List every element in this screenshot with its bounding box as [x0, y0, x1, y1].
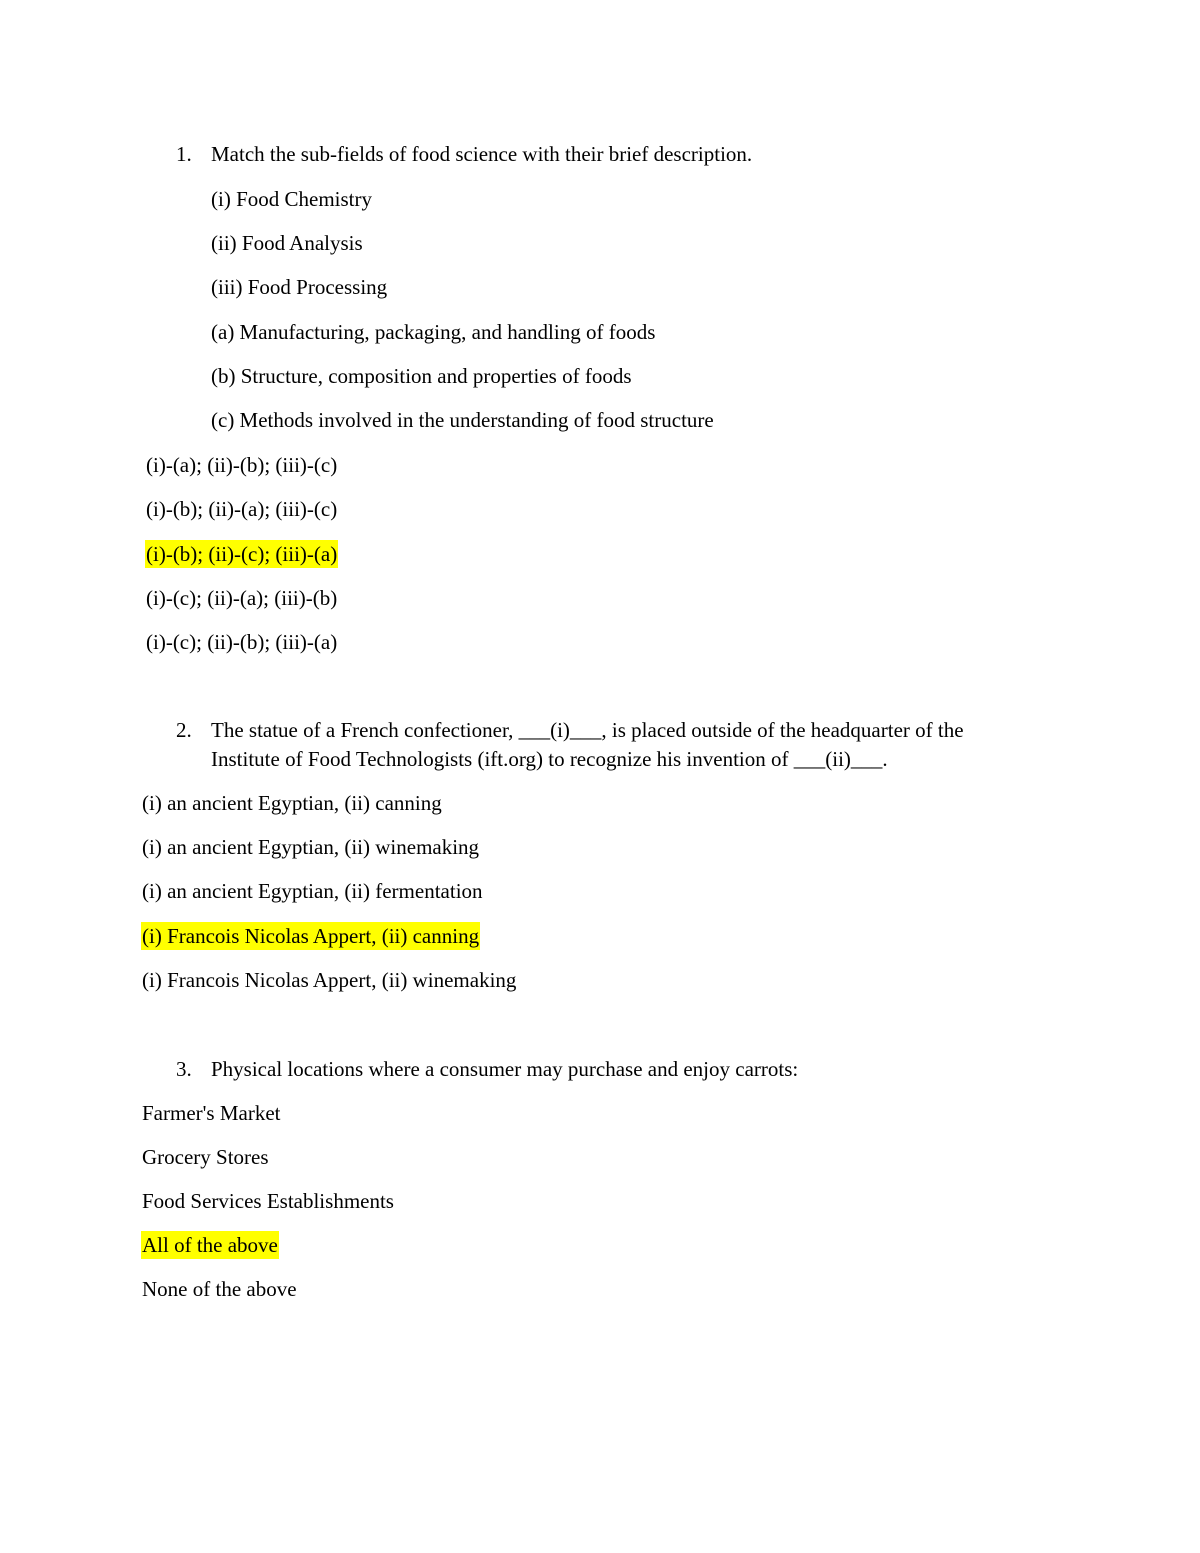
answer-option-highlighted: (i)-(b); (ii)-(c); (iii)-(a) — [146, 542, 338, 566]
match-item: (iii) Food Processing — [211, 275, 388, 299]
question-stem: Institute of Food Technologists (ift.org) to recognize his invention of ___(ii)___. — [211, 747, 888, 771]
question-number: 1. — [176, 142, 192, 166]
answer-option: (i)-(b); (ii)-(a); (iii)-(c) — [146, 497, 338, 521]
answer-option-highlighted: (i) Francois Nicolas Appert, (ii) canning — [142, 924, 480, 948]
answer-option: Food Services Establishments — [142, 1189, 394, 1213]
answer-option: (i) an ancient Egyptian, (ii) winemaking — [142, 835, 480, 859]
question-stem: Physical locations where a consumer may purchase and enjoy carrots: — [211, 1057, 799, 1081]
answer-option: (i)-(c); (ii)-(b); (iii)-(a) — [146, 630, 338, 654]
match-item: (i) Food Chemistry — [211, 187, 372, 211]
match-item: (a) Manufacturing, packaging, and handling of foods — [211, 320, 656, 344]
answer-option: (i) an ancient Egyptian, (ii) fermentation — [142, 879, 483, 903]
question-number: 2. — [176, 718, 192, 742]
answer-option: Farmer's Market — [142, 1101, 281, 1125]
match-item: (b) Structure, composition and properties of foods — [211, 364, 632, 388]
match-item: (c) Methods involved in the understanding of food structure — [211, 408, 714, 432]
answer-option: (i)-(c); (ii)-(a); (iii)-(b) — [146, 586, 338, 610]
question-stem: The statue of a French confectioner, ___(i)___, is placed outside of the headquarter of the — [211, 718, 964, 742]
match-item: (ii) Food Analysis — [211, 231, 363, 255]
question-stem: Match the sub-fields of food science with their brief description. — [211, 142, 753, 166]
answer-option: (i) Francois Nicolas Appert, (ii) winemaking — [142, 968, 517, 992]
answer-option: Grocery Stores — [142, 1145, 269, 1169]
answer-option: None of the above — [142, 1277, 297, 1301]
question-number: 3. — [176, 1057, 192, 1081]
answer-option: (i)-(a); (ii)-(b); (iii)-(c) — [146, 453, 338, 477]
answer-option: (i) an ancient Egyptian, (ii) canning — [142, 791, 442, 815]
answer-option-highlighted: All of the above — [142, 1233, 278, 1257]
